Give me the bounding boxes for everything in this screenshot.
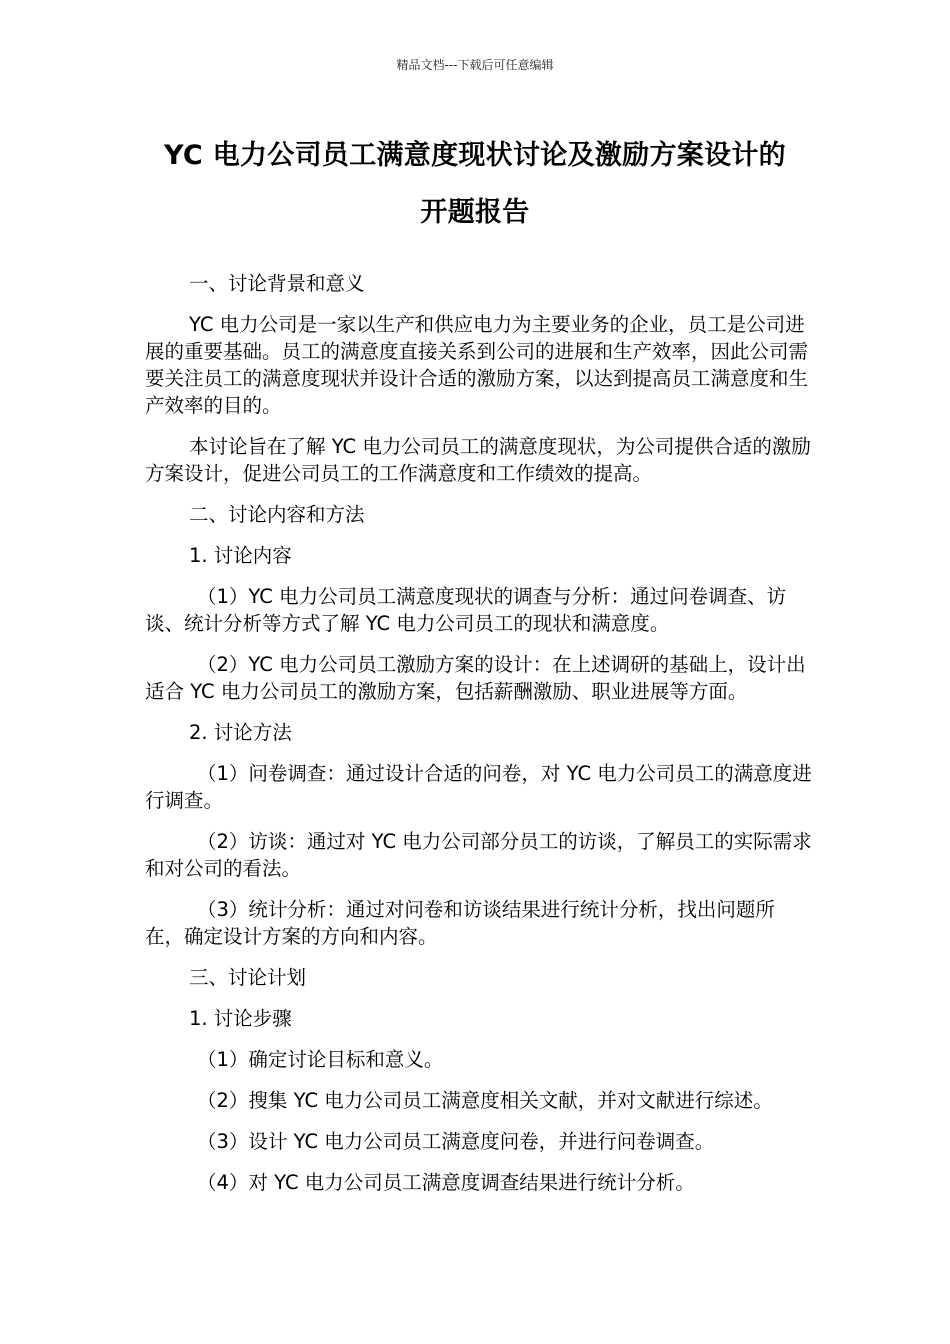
list-item: （1）问卷调查：通过设计合适的问卷，对 YC 电力公司员工的满意度进行调查。 bbox=[145, 762, 812, 812]
paragraph: 本讨论旨在了解 YC 电力公司员工的满意度现状，为公司提供合适的激励方案设计，促进公司员工的工作满意度和工作绩效的提高。 bbox=[145, 435, 811, 485]
list-item: （3）设计 YC 电力公司员工满意度问卷，并进行问卷调查。 bbox=[197, 1130, 715, 1153]
section-heading: 二、讨论内容和方法 bbox=[189, 503, 365, 526]
subsection-heading: 1. 讨论内容 bbox=[189, 544, 292, 567]
subsection-heading: 2. 讨论方法 bbox=[189, 721, 292, 744]
paragraph: YC 电力公司是一家以生产和供应电力为主要业务的企业，员工是公司进展的重要基础。员工的满意度直接关系到公司的进展和生产效率，因此公司需要关注员工的满意度现状并设计合适的激励方案，以达到提高员工满意度和生产效率的目的。 bbox=[145, 313, 809, 417]
document-body bbox=[145, 270, 813, 1210]
list-item: （1）YC 电力公司员工满意度现状的调查与分析：通过问卷调查、访谈、统计分析等方式了解 YC 电力公司员工的现状和满意度。 bbox=[145, 585, 787, 635]
section-heading: 一、讨论背景和意义 bbox=[189, 272, 365, 295]
list-item: （2）搜集 YC 电力公司员工满意度相关文献，并对文献进行综述。 bbox=[197, 1089, 773, 1112]
list-item: （1）确定讨论目标和意义。 bbox=[197, 1048, 444, 1071]
document-title-line-1: YC 电力公司员工满意度现状讨论及激励方案设计的 bbox=[163, 140, 786, 171]
document-title-line-2: 开题报告 bbox=[420, 197, 530, 228]
list-item: （2）YC 电力公司员工激励方案的设计：在上述调研的基础上，设计出适合 YC 电力公司员工的激励方案，包括薪酬激励、职业进展等方面。 bbox=[145, 653, 806, 703]
list-item: （2）访谈：通过对 YC 电力公司部分员工的访谈，了解员工的实际需求和对公司的看法。 bbox=[145, 830, 812, 880]
section-heading: 三、讨论计划 bbox=[189, 966, 307, 989]
header-note: 精品文档---下载后可任意编辑 bbox=[396, 58, 554, 72]
list-item: （4）对 YC 电力公司员工满意度调查结果进行统计分析。 bbox=[197, 1171, 695, 1194]
subsection-heading: 1. 讨论步骤 bbox=[189, 1007, 292, 1030]
list-item: （3）统计分析：通过对问卷和访谈结果进行统计分析，找出问题所在，确定设计方案的方向和内容。 bbox=[145, 898, 775, 948]
